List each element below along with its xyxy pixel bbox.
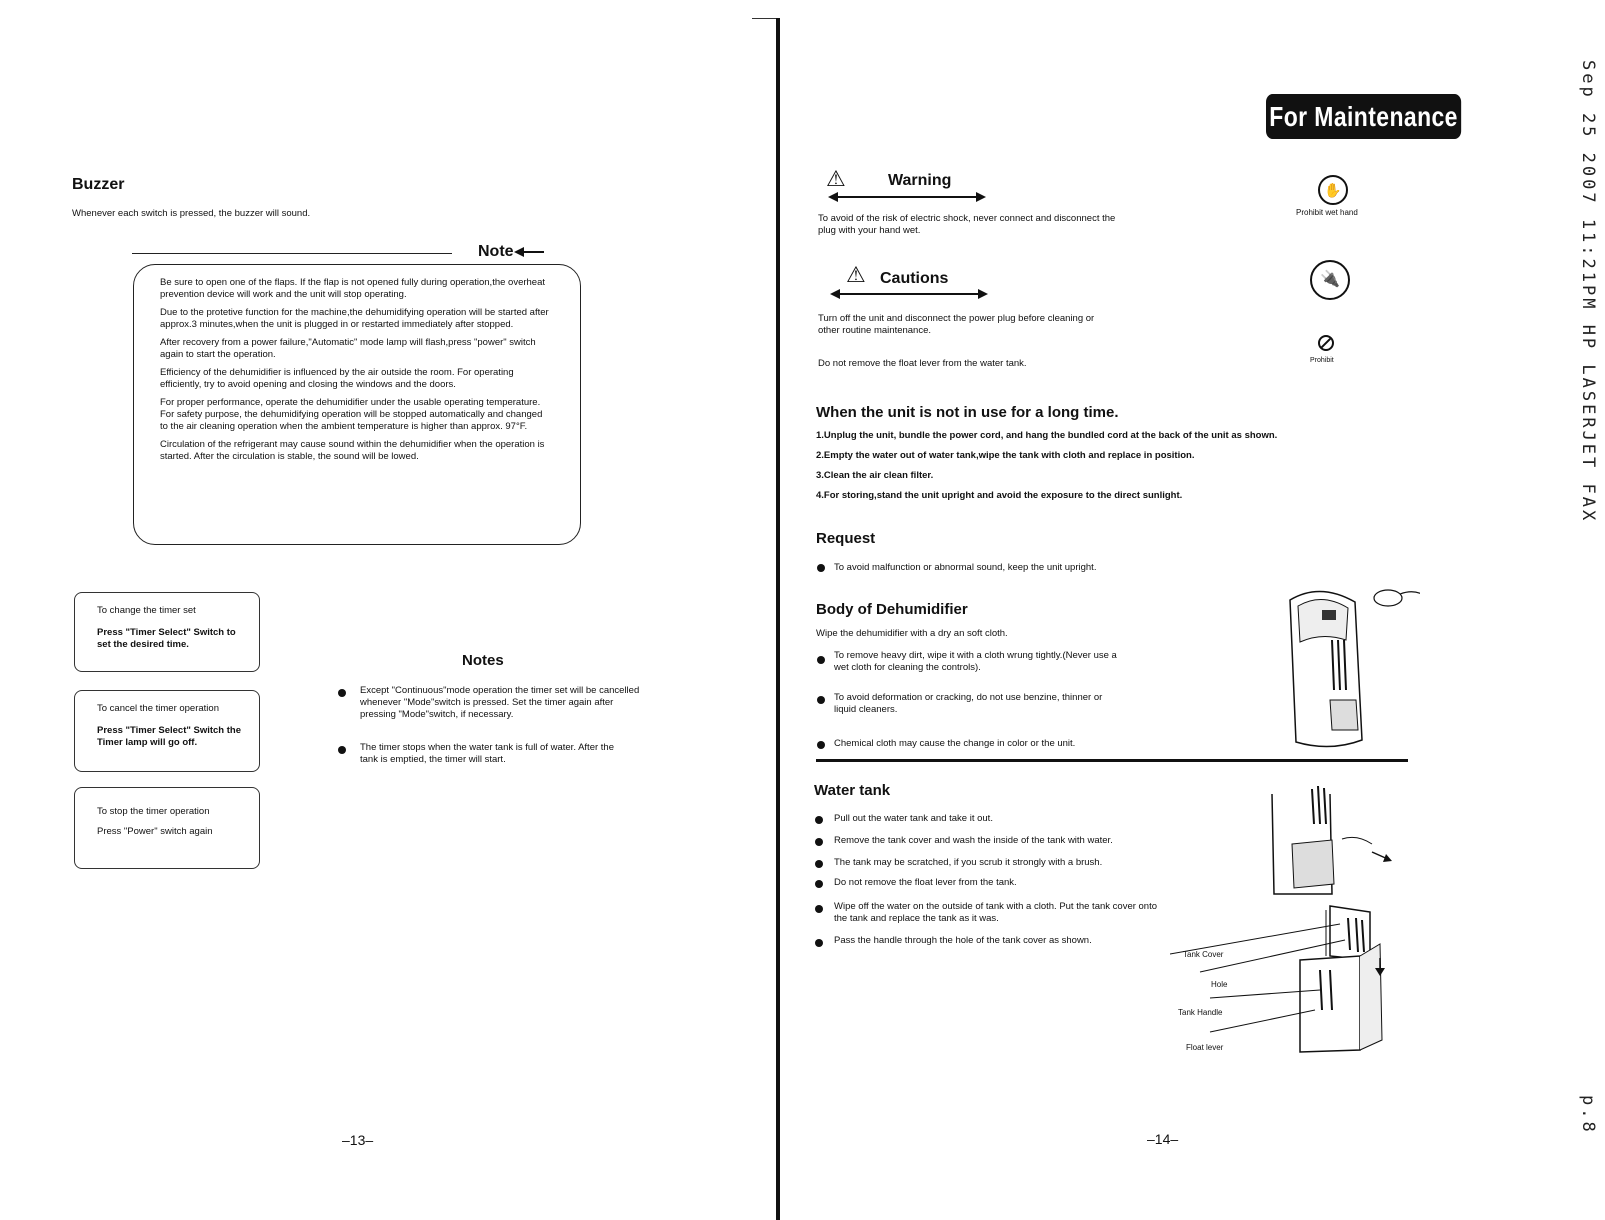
notes-item: The timer stops when the water tank is full of water. After the tank is emptied, the timer will start. <box>360 742 614 765</box>
timer-box-text: Press "Timer Select" Switch the Timer lamp will go off. <box>97 725 242 748</box>
bullet-icon <box>815 838 823 846</box>
water-tank-illustration <box>1262 784 1412 904</box>
bullet-icon <box>815 880 823 888</box>
bullet-icon <box>817 741 825 749</box>
warning-triangle-icon: ⚠ <box>826 166 846 191</box>
note-box <box>133 243 581 545</box>
prohibit-wet-hand-label: Prohibit wet hand <box>1296 208 1358 217</box>
request-text: To avoid malfunction or abnormal sound, keep the unit upright. <box>834 562 1097 573</box>
body-item: Chemical cloth may cause the change in color or the unit. <box>834 738 1076 749</box>
prohibit-icon <box>1318 335 1334 351</box>
bullet-icon <box>338 689 346 697</box>
cautions-text: Turn off the unit and disconnect the power plug before cleaning or other routine maintenance. <box>818 313 1095 336</box>
long-time-item: 4.For storing,stand the unit upright and avoid the exposure to the direct sunlight. <box>816 490 1183 501</box>
bullet-icon <box>338 746 346 754</box>
notes-item: Except "Continuous"mode operation the timer set will be cancelled whenever "Mode"switch is pressed. Set the timer again after pressing "Mode"switch, if necessary. <box>360 685 640 720</box>
notes-title: Notes <box>462 652 504 669</box>
body-item: To remove heavy dirt, wipe it with a cloth wrung tightly.(Never use a wet cloth for cleaning the controls). <box>834 650 1117 673</box>
page-number-right: –14– <box>1147 1131 1179 1147</box>
body-intro: Wipe the dehumidifier with a dry an soft cloth. <box>816 628 1008 639</box>
bullet-icon <box>815 860 823 868</box>
water-item: The tank may be scratched, if you scrub it strongly with a brush. <box>834 857 1103 868</box>
bullet-icon <box>817 656 825 664</box>
bullet-icon <box>817 564 825 572</box>
prohibit-wet-hand-icon: ✋ <box>1318 175 1348 205</box>
water-item: Pull out the water tank and take it out. <box>834 813 993 824</box>
fax-page-number: p.8 <box>1578 1095 1598 1135</box>
bullet-icon <box>817 696 825 704</box>
note-item: Efficiency of the dehumidifier is influenced by the air outside the room. For operating efficiently, try to avoid opening and closing the windows and the doors. <box>160 367 514 390</box>
warning-text: To avoid of the risk of electric shock, never connect and disconnect the plug with your hand wet. <box>818 213 1116 236</box>
fax-header: Sep 25 2007 11:21PM HP LASERJET FAX <box>1578 60 1598 524</box>
cautions-label: Cautions <box>880 270 949 287</box>
prohibit-label: Prohibit <box>1310 357 1334 364</box>
float-text: Do not remove the float lever from the water tank. <box>818 358 1027 369</box>
timer-box-text: Press "Power" switch again <box>97 826 213 837</box>
water-item: Wipe off the water on the outside of tank with a cloth. Put the tank cover onto the tank and replace the tank as it was. <box>834 901 1158 924</box>
timer-box-title: To cancel the timer operation <box>97 703 219 714</box>
tank-parts-diagram <box>1170 900 1410 1085</box>
bullet-icon <box>815 939 823 947</box>
water-item: Remove the tank cover and wash the inside of the tank with water. <box>834 835 1113 846</box>
for-maintenance-banner: For Maintenance <box>1266 94 1461 139</box>
request-title: Request <box>816 530 876 547</box>
long-time-item: 3.Clean the air clean filter. <box>816 470 934 481</box>
note-item: After recovery from a power failure,"Automatic" mode lamp will flash,press "power" switch again to start the operation. <box>160 337 536 360</box>
timer-box-change <box>74 592 260 672</box>
timer-box-text: Press "Timer Select" Switch to set the desired time. <box>97 627 236 650</box>
long-time-item: 2.Empty the water out of water tank,wipe the tank with cloth and replace in position. <box>816 450 1195 461</box>
timer-box-title: To change the timer set <box>97 605 196 616</box>
body-item: To avoid deformation or cracking, do not use benzine, thinner or liquid cleaners. <box>834 692 1103 715</box>
long-time-title: When the unit is not in use for a long time. <box>816 404 1119 421</box>
diagram-label: Hole <box>1211 980 1228 989</box>
caution-triangle-icon: ⚠ <box>846 262 866 287</box>
note-item: Be sure to open one of the flaps. If the flap is not opened fully during operation,the overheat prevention device will work and the unit will stop operating. <box>160 277 546 300</box>
diagram-label: Float lever <box>1186 1043 1224 1052</box>
buzzer-text: Whenever each switch is pressed, the buzzer will sound. <box>72 208 311 219</box>
warning-label: Warning <box>888 172 952 189</box>
unplug-icon: 🔌 <box>1310 260 1350 300</box>
timer-box-title: To stop the timer operation <box>97 806 210 817</box>
section-divider <box>816 759 1408 762</box>
note-title: Note <box>474 243 518 261</box>
note-item: For proper performance, operate the dehumidifier under the usable operating temperature. For safety purpose, the dehumidifying operation will be stopped automatically and changed to the air cleaning operation when the ambient temperature is higher than approx. 97°F. <box>160 397 543 432</box>
page-number-left: –13– <box>342 1132 374 1148</box>
long-time-item: 1.Unplug the unit, bundle the power cord, and hang the bundled cord at the back of the unit as shown. <box>816 430 1278 441</box>
timer-box-cancel <box>74 690 260 772</box>
water-item: Pass the handle through the hole of the tank cover as shown. <box>834 935 1092 946</box>
water-title: Water tank <box>814 782 891 799</box>
top-rule <box>752 18 778 19</box>
bullet-icon <box>815 905 823 913</box>
note-item: Due to the protetive function for the machine,the dehumidifying operation will be started after approx.3 minutes,when the unit is plugged in or restarted immediately after stopped. <box>160 307 549 330</box>
timer-box-stop <box>74 787 260 869</box>
buzzer-title: Buzzer <box>72 176 125 193</box>
body-title: Body of Dehumidifier <box>816 601 968 618</box>
dehumidifier-illustration <box>1260 580 1420 760</box>
diagram-label: Tank Cover <box>1183 950 1224 959</box>
diagram-label: Tank Handle <box>1178 1008 1223 1017</box>
bullet-icon <box>815 816 823 824</box>
page-divider <box>776 18 780 1220</box>
note-item: Circulation of the refrigerant may cause sound within the dehumidifier when the operation is started. After the circulation is stable, the sound will be lowed. <box>160 439 545 462</box>
water-item: Do not remove the float lever from the tank. <box>834 877 1017 888</box>
